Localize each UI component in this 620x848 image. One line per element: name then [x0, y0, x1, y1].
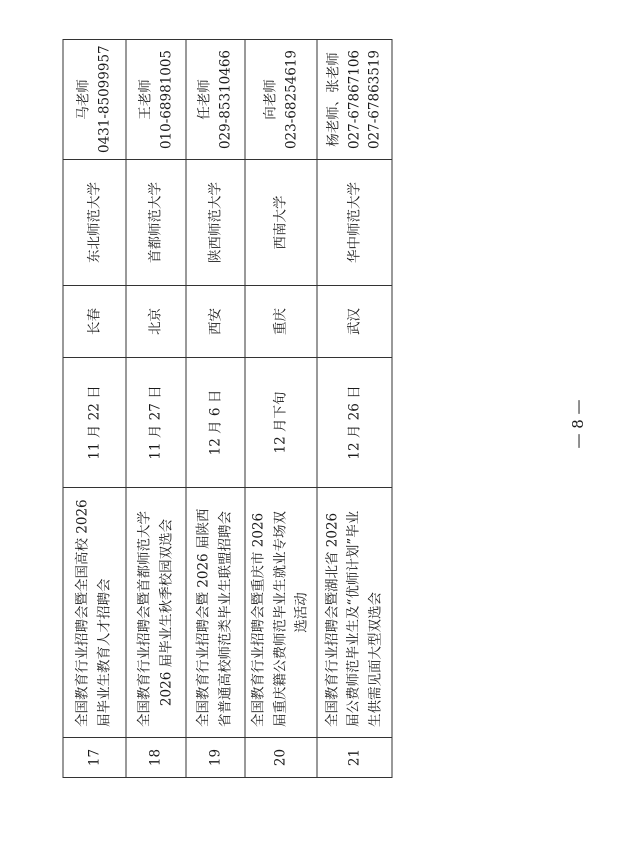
event-name-line: 届重庆籍公费师范毕业生就业专场双 [271, 511, 288, 727]
event-name-line: 选活动 [293, 592, 310, 633]
event-date: 11 月 22 日 [63, 358, 126, 488]
event-name [126, 488, 186, 738]
organizer: 陕西师范大学 [186, 160, 245, 286]
contact-person: 马老师 [75, 79, 92, 120]
contact-phone: 023-68254619 [282, 49, 299, 150]
contact-person: 王老师 [136, 79, 153, 120]
table-row [63, 40, 126, 778]
event-city: 武汉 [317, 286, 392, 358]
rotated-table-frame [62, 40, 391, 778]
event-name-line: 2026 届毕业生秋季校园双选会 [157, 518, 174, 707]
event-name-line: 省普通高校师范类毕业生联盟招聘会 [217, 511, 233, 727]
event-name-line: 全国教育行业招聘会暨全国高校 2026 [74, 499, 91, 727]
event-name [245, 488, 317, 738]
event-date: 12 月 26 日 [317, 358, 392, 488]
job-fair-table-container [62, 40, 391, 778]
contact [126, 40, 186, 160]
contact-phone: 0431-85099957 [96, 45, 112, 153]
event-name-line: 全国教育行业招聘会暨首都师范大学 [135, 511, 152, 727]
job-fair-table [62, 39, 392, 778]
event-name-line: 届毕业生教育人才招聘会 [96, 578, 112, 727]
event-name [186, 488, 245, 738]
contact [63, 40, 126, 160]
contact-person: 杨老师、张老师 [324, 52, 341, 147]
page-number: — 8 — [569, 399, 587, 449]
event-city: 北京 [126, 286, 186, 358]
table-row [186, 40, 245, 778]
table-row [317, 40, 392, 778]
contact [317, 40, 392, 160]
row-number: 21 [317, 738, 392, 778]
organizer: 东北师范大学 [63, 160, 126, 286]
contact [186, 40, 245, 160]
event-city: 重庆 [245, 286, 317, 358]
event-name-line: 全国教育行业招聘会暨重庆市 2026 [250, 512, 267, 727]
contact-phone: 010-68981005 [157, 49, 174, 150]
row-number: 18 [126, 738, 186, 778]
row-number: 17 [63, 738, 126, 778]
table-row [126, 40, 186, 778]
event-name-line: 全国教育行业招聘会暨湖北省 2026 [323, 512, 340, 727]
organizer: 华中师范大学 [317, 160, 392, 286]
organizer: 西南大学 [245, 160, 317, 286]
organizer: 首都师范大学 [126, 160, 186, 286]
event-name [63, 488, 126, 738]
event-date: 12 月下旬 [245, 358, 317, 488]
event-name [317, 488, 392, 738]
event-name-line: 届公费师范毕业生及“优师计划”毕业 [345, 510, 362, 727]
event-date: 11 月 27 日 [126, 358, 186, 488]
contact-phone: 029-85310466 [217, 49, 233, 150]
contact-phone: 027-67867106 [345, 49, 362, 150]
event-city: 西安 [186, 286, 245, 358]
contact-person: 向老师 [261, 79, 278, 120]
row-number: 20 [245, 738, 317, 778]
row-number: 19 [186, 738, 245, 778]
event-city: 长春 [63, 286, 126, 358]
table-row [245, 40, 317, 778]
contact-person: 任老师 [196, 79, 213, 120]
event-name-line: 全国教育行业招聘会暨 2026 届陕西 [195, 508, 212, 727]
contact [245, 40, 317, 160]
contact-phone: 027-67863519 [366, 49, 383, 150]
event-date: 12 月 6 日 [186, 358, 245, 488]
event-name-line: 生供需见面大型双选会 [366, 592, 383, 727]
